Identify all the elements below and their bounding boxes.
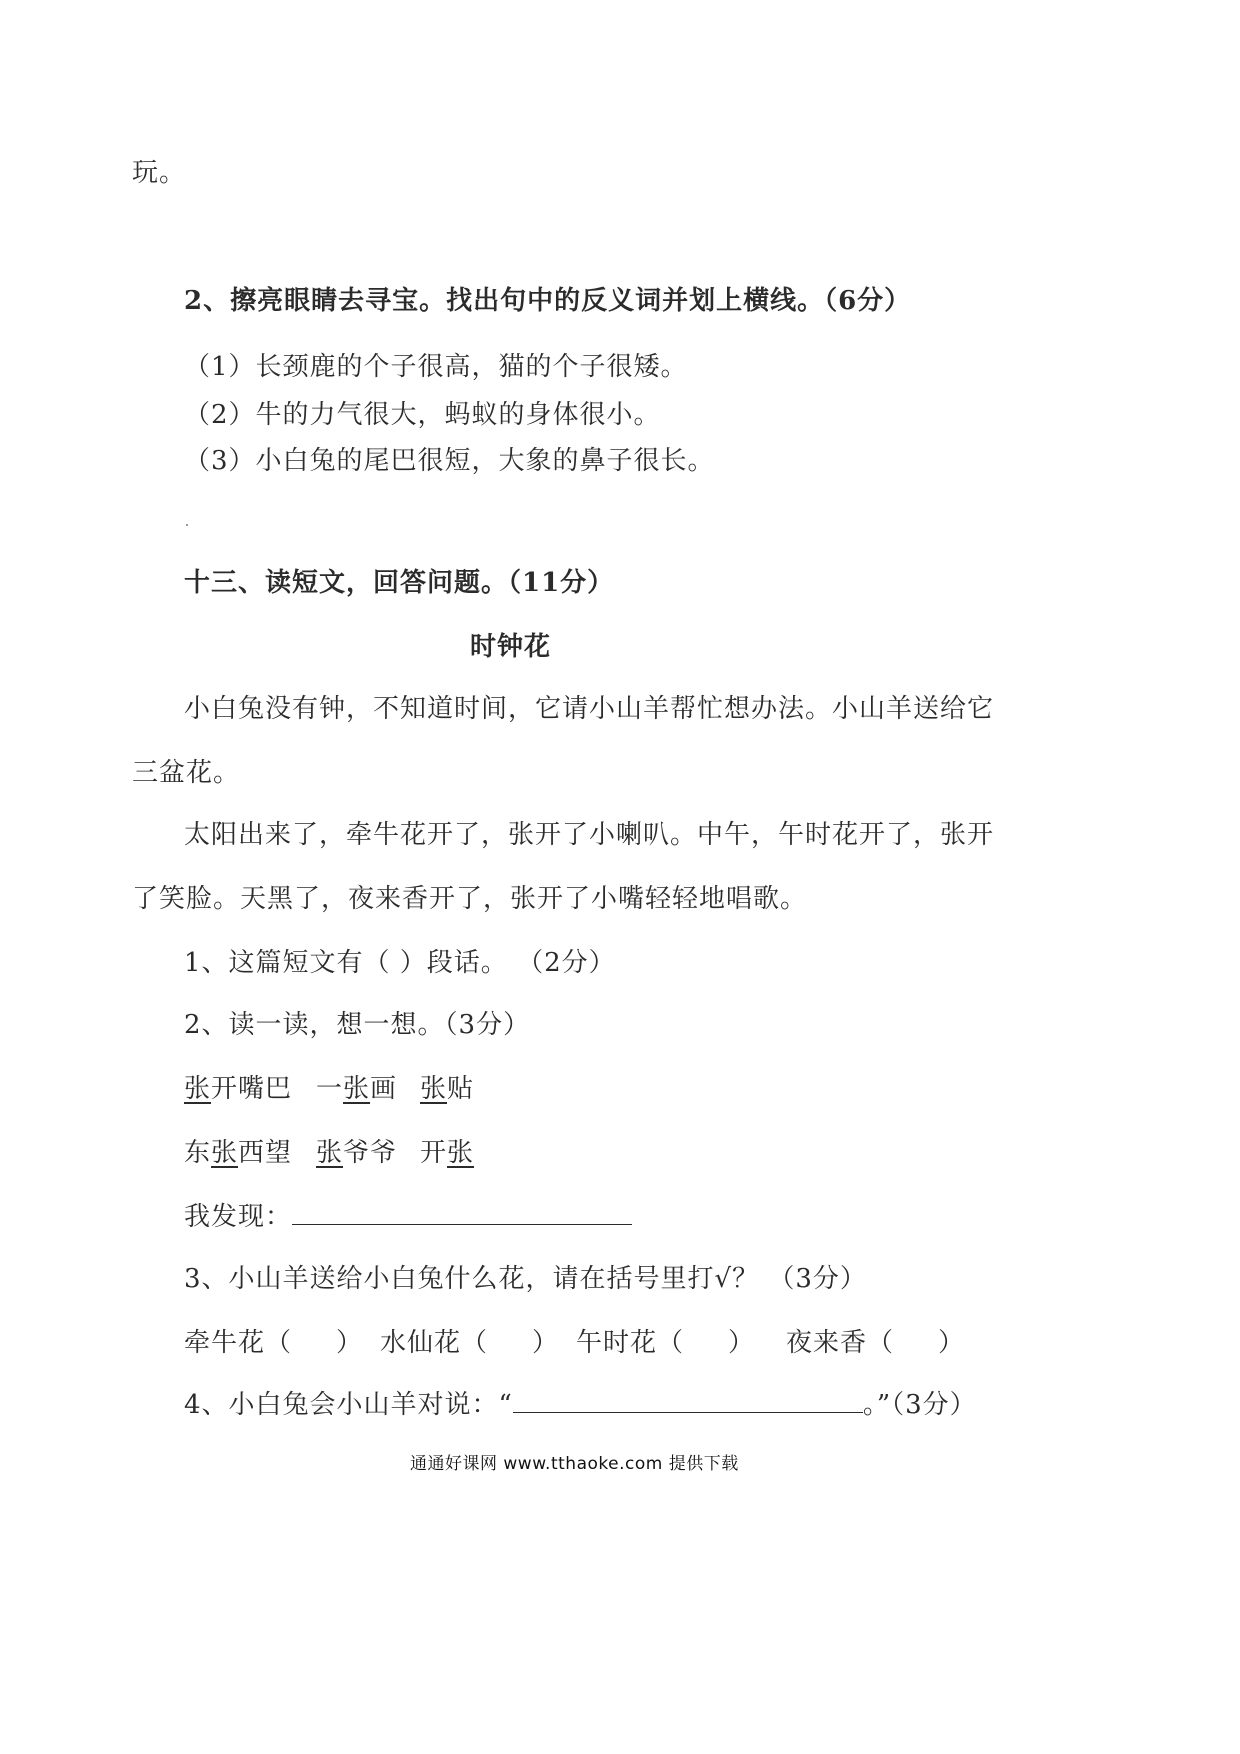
passage-p1-line2: 三盆花。 [132,758,241,788]
flower-option-label: 水仙花（ [380,1328,489,1358]
word-item [316,1140,397,1166]
underlined-char: 张 [316,1138,344,1168]
word-rest: 画 [370,1074,398,1104]
question-1: 1、这篇短文有（ ）段话。 （2分） [184,948,616,978]
flower-option [184,1330,363,1356]
question-4 [184,1392,977,1418]
section-2-item-1: （1）长颈鹿的个子很高，猫的个子很矮。 [184,352,688,382]
close-paren: ） [728,1328,756,1358]
discovery-blank[interactable] [292,1204,632,1225]
passage-p2-line1: 太阳出来了，牵牛花开了，张开了小喇叭。中午，午时花开了，张开 [184,820,995,850]
close-paren: ） [336,1328,364,1358]
underlined-char: 张 [420,1074,448,1104]
word-item [420,1140,474,1166]
underlined-char: 张 [211,1138,239,1168]
word-pre: 东 [184,1138,212,1168]
word-pre: 一 [316,1074,344,1104]
underlined-char: 张 [184,1074,212,1104]
flower-option [576,1330,755,1356]
word-pre: 开 [420,1138,448,1168]
question-4-suffix: 。”（3分） [862,1390,977,1420]
carryover-text: 玩。 [132,158,187,188]
flower-option [380,1330,559,1356]
passage-p2-line2: 了笑脸。天黑了，夜来香开了，张开了小嘴轻轻地唱歌。 [132,884,808,914]
passage-p1-line1: 小白兔没有钟，不知道时间，它请小山羊帮忙想办法。小山羊送给它 [184,694,995,724]
section-2-item-2: （2）牛的力气很大，蚂蚁的身体很小。 [184,400,661,430]
question-2-prompt: 2、读一读，想一想。（3分） [184,1010,531,1040]
word-item [184,1076,292,1102]
section-13-heading: 十三、读短文，回答问题。（11分） [184,568,615,598]
section-2-item-3: （3）小白兔的尾巴很短，大象的鼻子很长。 [184,446,715,476]
word-item [316,1076,397,1102]
question-3-prompt: 3、小山羊送给小白兔什么花，请在括号里打√？ （3分） [184,1264,867,1294]
close-paren: ） [532,1328,560,1358]
footer-credit: 通通好课网 www.tthaoke.com 提供下载 [410,1454,739,1474]
question-4-prefix: 4、小白兔会小山羊对说：“ [184,1390,513,1420]
discovery-label: 我发现： [184,1202,293,1232]
flower-option [786,1330,965,1356]
underlined-char: 张 [343,1074,371,1104]
question-4-blank[interactable] [513,1392,863,1413]
flower-option-label: 午时花（ [576,1328,685,1358]
scan-speck [186,524,188,526]
flower-option-label: 牵牛花（ [184,1328,293,1358]
word-item [184,1140,292,1166]
word-rest: 贴 [447,1074,475,1104]
underlined-char: 张 [447,1138,475,1168]
word-item [420,1076,474,1102]
word-rest: 开嘴巴 [211,1074,293,1104]
flower-option-label: 夜来香（ [786,1328,895,1358]
discovery-line [184,1204,632,1230]
passage-title: 时钟花 [470,632,552,662]
close-paren: ） [938,1328,966,1358]
word-rest: 西望 [238,1138,293,1168]
word-rest: 爷爷 [343,1138,398,1168]
section-2-heading: 2、擦亮眼睛去寻宝。找出句中的反义词并划上横线。（6分） [184,286,912,316]
